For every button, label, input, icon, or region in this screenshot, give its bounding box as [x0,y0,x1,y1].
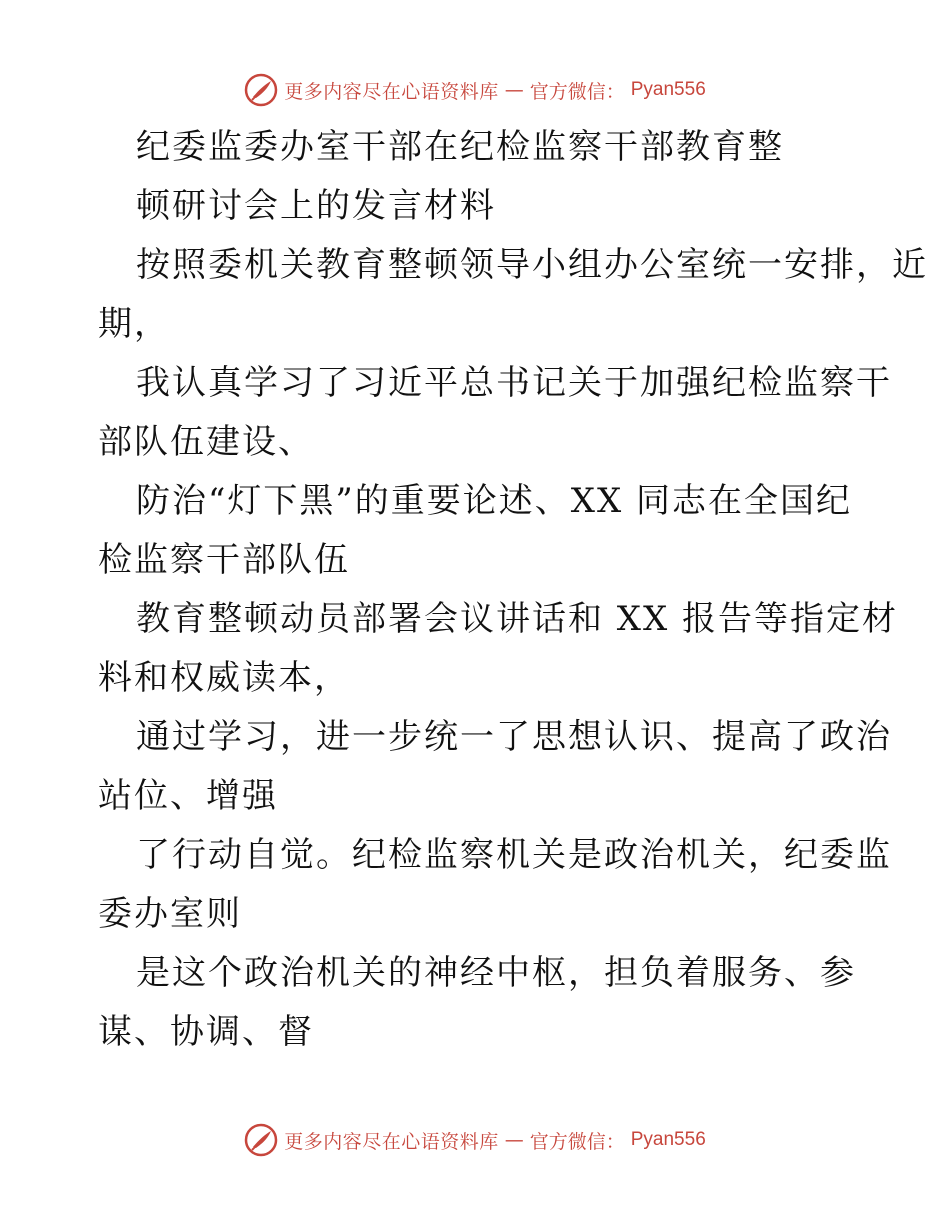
paragraph-line: 谋、协调、督 [98,1012,314,1052]
paragraph-line: 期， [98,304,170,344]
watermark-id: Pyan556 [630,1129,706,1150]
quill-logo-icon [244,73,278,107]
watermark-separator: — [504,79,524,101]
paragraph-line: 防治“灯下黑”的重要论述、XX 同志在全国纪 [136,481,852,521]
paragraph-line: 委办室则 [98,894,242,934]
watermark-separator: — [504,1129,524,1151]
document-title-line-1: 纪委监委办室干部在纪检监察干部教育整 [136,127,784,167]
quill-logo-icon [244,1123,278,1157]
footer-watermark [0,1120,950,1160]
paragraph-line: 了行动自觉。纪检监察机关是政治机关，纪委监 [136,835,892,875]
watermark-text: 更多内容尽在心语资料库 [284,1130,499,1153]
paragraph-line: 是这个政治机关的神经中枢，担负着服务、参 [136,953,856,993]
watermark-label: 官方微信： [529,80,625,103]
paragraph-line: 按照委机关教育整顿领导小组办公室统一安排，近 [136,245,928,285]
paragraph-line: 部队伍建设、 [98,422,314,462]
watermark-text: 更多内容尽在心语资料库 [284,80,499,103]
paragraph-line: 站位、增强 [98,776,278,816]
watermark-label: 官方微信： [529,1130,625,1153]
paragraph-line: 检监察干部队伍 [98,540,350,580]
paragraph-line: 通过学习，进一步统一了思想认识、提高了政治 [136,717,892,757]
paragraph-line: 我认真学习了习近平总书记关于加强纪检监察干 [136,363,892,403]
paragraph-line: 料和权威读本， [98,658,350,698]
document-title-line-2: 顿研讨会上的发言材料 [136,186,496,226]
paragraph-line: 教育整顿动员部署会议讲话和 XX 报告等指定材 [136,599,899,639]
header-watermark [0,70,950,110]
watermark-id: Pyan556 [630,79,706,100]
